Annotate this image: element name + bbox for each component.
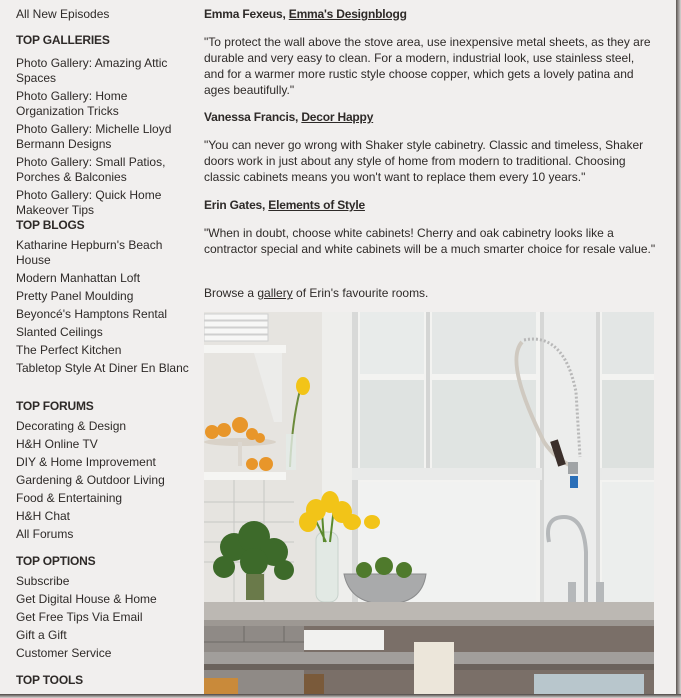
sidebar-link[interactable]: Subscribe (16, 574, 70, 588)
blog-link[interactable]: Decor Happy (301, 110, 374, 124)
sidebar-link[interactable]: Katharine Hepburn's Beach House (16, 238, 163, 267)
sidebar-link[interactable]: Pretty Panel Moulding (16, 289, 134, 303)
author-line (204, 109, 373, 125)
sidebar-link[interactable]: Gardening & Outdoor Living (16, 473, 165, 487)
quote-text: "When in doubt, choose white cabinets! Cherry and oak cabinetry looks like a contractor special and white cabinets will be a much smarter choice for resale value." (204, 226, 656, 256)
author-line (204, 197, 365, 213)
sidebar-heading: TOP FORUMS (16, 399, 94, 413)
browse-suffix: of Erin's favourite rooms. (292, 286, 429, 300)
sidebar-link[interactable]: Get Digital House & Home (16, 592, 157, 606)
kitchen-photo (204, 312, 654, 694)
sidebar-link-all-new-episodes[interactable]: All New Episodes (16, 7, 110, 21)
sidebar-link[interactable]: Photo Gallery: Small Patios, Porches & Balconies (16, 155, 166, 184)
sidebar-heading: TOP OPTIONS (16, 554, 96, 568)
sidebar-link[interactable]: H&H Online TV (16, 437, 98, 451)
author-name: Emma Fexeus, (204, 7, 289, 21)
sidebar-link[interactable]: Photo Gallery: Quick Home Makeover Tips (16, 188, 162, 217)
sidebar-link[interactable]: Photo Gallery: Amazing Attic Spaces (16, 56, 168, 85)
sidebar-link[interactable]: Get Free Tips Via Email (16, 610, 143, 624)
sidebar-link[interactable]: Beyoncé's Hamptons Rental (16, 307, 168, 321)
sidebar-link[interactable]: Photo Gallery: Michelle Lloyd Bermann Designs (16, 122, 172, 151)
sidebar-link[interactable]: Food & Entertaining (16, 491, 123, 505)
author-name: Erin Gates, (204, 198, 269, 212)
browse-line (204, 285, 428, 301)
sidebar-section-top-tools (16, 673, 194, 688)
sidebar-heading: TOP BLOGS (16, 218, 85, 232)
sidebar-link[interactable]: All Forums (16, 527, 74, 541)
page-shadow-bottom (0, 694, 681, 698)
sidebar-section-top-galleries (16, 33, 194, 218)
page-shadow-right (676, 0, 681, 698)
kitchen-illustration (204, 312, 654, 694)
sidebar-section-top-options (16, 554, 194, 661)
sidebar-heading: TOP TOOLS (16, 673, 83, 687)
author-line (204, 6, 407, 22)
sidebar-link[interactable]: Gift a Gift (16, 628, 67, 642)
sidebar-link[interactable]: The Perfect Kitchen (16, 343, 122, 357)
blog-link[interactable]: Emma's Designblogg (288, 7, 407, 21)
sidebar-link[interactable]: Modern Manhattan Loft (16, 271, 141, 285)
sidebar-link[interactable]: Slanted Ceilings (16, 325, 103, 339)
gallery-link[interactable]: gallery (257, 286, 293, 300)
quote-text: "You can never go wrong with Shaker style cabinetry. Classic and timeless, Shaker doors work in just about any style of home from modern to traditional. Choosing classic cabinets means you won't want to replace them every 10 years." (204, 138, 644, 184)
sidebar-section-top-forums (16, 399, 194, 542)
sidebar-heading: TOP GALLERIES (16, 33, 110, 47)
author-name: Vanessa Francis, (204, 110, 302, 124)
sidebar-link[interactable]: Tabletop Style At Diner En Blanc (16, 361, 189, 375)
sidebar-link[interactable]: Decorating & Design (16, 419, 127, 433)
sidebar-link[interactable]: Customer Service (16, 646, 112, 660)
sidebar-section-top-blogs (16, 218, 194, 376)
quote-text: "To protect the wall above the stove area, use inexpensive metal sheets, as they are durable and very easy to clean. For a modern, industrial look, use stainless steel, and for a warmer more rustic style choose copper, which gets a lovely patina and ages beautifully." (204, 35, 651, 97)
sidebar-link[interactable]: Photo Gallery: Home Organization Tricks (16, 89, 128, 118)
sidebar-link[interactable]: DIY & Home Improvement (16, 455, 156, 469)
blog-link[interactable]: Elements of Style (268, 198, 365, 212)
browse-prefix: Browse a (204, 286, 258, 300)
sidebar-link[interactable]: H&H Chat (16, 509, 71, 523)
